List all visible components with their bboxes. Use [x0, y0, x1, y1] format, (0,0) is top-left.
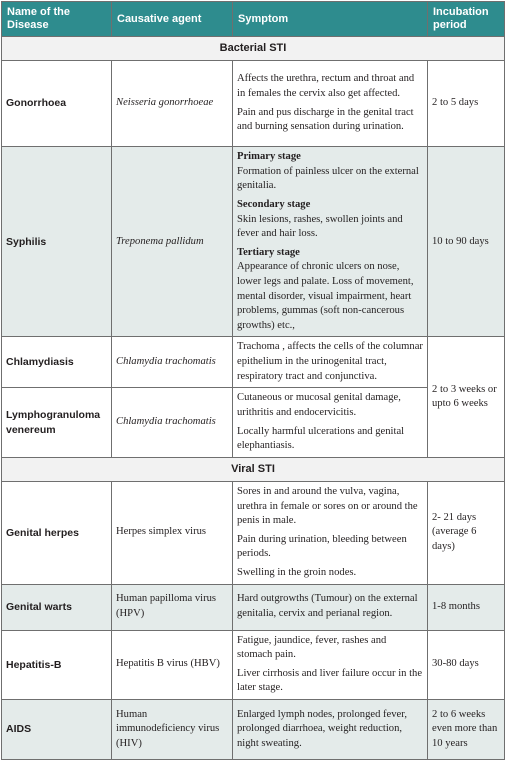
symptom-text: Pain during urination, bleeding between periods.: [237, 533, 407, 560]
disease-name: Gonorrhoea: [2, 61, 112, 147]
incubation-period: 2 to 3 weeks or upto 6 weeks: [428, 337, 505, 457]
symptom-cell: [233, 147, 428, 337]
table-row-hepatitis-b: [2, 630, 505, 699]
causative-agent: Chlamydia trachomatis: [112, 388, 233, 457]
incubation-period: 10 to 90 days: [428, 147, 505, 337]
sti-table: [1, 1, 505, 760]
symptom-text: Fatigue, jaundice, fever, rashes and stomach pain.: [237, 634, 387, 661]
section-row-bacterial: [2, 37, 505, 61]
symptom-cell: [233, 388, 428, 457]
symptom-text: Locally harmful ulcerations and genital elephantiasis.: [237, 425, 405, 452]
disease-name: Syphilis: [2, 147, 112, 337]
symptom-text: Liver cirrhosis and liver failure occur in the later stage.: [237, 667, 423, 694]
symptom-stage-tertiary: [237, 246, 423, 334]
stage-title: Tertiary stage: [237, 246, 300, 258]
causative-agent: Treponema pallidum: [112, 147, 233, 337]
causative-agent: Human papilloma virus (HPV): [112, 584, 233, 630]
section-title-viral: Viral STI: [2, 457, 505, 481]
symptom-stage-primary: [237, 150, 423, 194]
disease-name: Genital herpes: [2, 481, 112, 584]
symptom-text: Swelling in the groin nodes.: [237, 566, 357, 578]
symptom-cell: [233, 61, 428, 147]
incubation-period: 30-80 days: [428, 630, 505, 699]
causative-agent: Herpes simplex virus: [112, 481, 233, 584]
symptom-cell: [233, 630, 428, 699]
disease-name: Hepatitis-B: [2, 630, 112, 699]
symptom-cell: Trachoma , affects the cells of the columnar epithelium in the urinogenital tract, respiratory tract and conjunctiva.: [233, 337, 428, 388]
stage-text: Skin lesions, rashes, swollen joints and fever and hair loss.: [237, 213, 403, 240]
header-symptom: Symptom: [233, 2, 428, 37]
stage-title: Primary stage: [237, 151, 301, 163]
section-title-bacterial: Bacterial STI: [2, 37, 505, 61]
causative-agent: Human immunodeficiency virus (HIV): [112, 700, 233, 760]
symptom-stage-secondary: [237, 198, 423, 242]
table-row-genital-warts: [2, 584, 505, 630]
disease-name: Lymphogranuloma venereum: [2, 388, 112, 457]
causative-agent: Chlamydia trachomatis: [112, 337, 233, 388]
section-row-viral: [2, 457, 505, 481]
incubation-period: 2- 21 days (average 6 days): [428, 481, 505, 584]
disease-name: AIDS: [2, 700, 112, 760]
incubation-period: 2 to 6 weeks even more than 10 years: [428, 700, 505, 760]
table-row-syphilis: [2, 147, 505, 337]
disease-name: Chlamydiasis: [2, 337, 112, 388]
stage-text: Appearance of chronic ulcers on nose, lower legs and palate. Loss of movement, mental disorder, visual impairment, heart problems, gummas (soft non-cancerous growths) etc.,: [237, 261, 414, 331]
symptom-text: Pain and pus discharge in the genital tract and burning sensation during urination.: [237, 106, 414, 133]
table-row-gonorrhoea: [2, 61, 505, 147]
header-row: [2, 2, 505, 37]
disease-name: Genital warts: [2, 584, 112, 630]
stage-text: Formation of painless ulcer on the external genitalia.: [237, 165, 419, 192]
symptom-cell: [233, 481, 428, 584]
table-row-chlamydiasis: [2, 337, 505, 388]
incubation-period: 2 to 5 days: [428, 61, 505, 147]
causative-agent: Neisseria gonorrhoeae: [112, 61, 233, 147]
incubation-period: 1-8 months: [428, 584, 505, 630]
causative-agent: Hepatitis B virus (HBV): [112, 630, 233, 699]
symptom-text: Cutaneous or mucosal genital damage, urithritis and endocervicitis.: [237, 392, 401, 418]
table-row-genital-herpes: [2, 481, 505, 584]
symptom-text: Sores in and around the vulva, vagina, urethra in female or sores on or around the penis in male.: [237, 485, 418, 527]
table-row-aids: [2, 700, 505, 760]
header-incubation: Incubation period: [428, 2, 505, 37]
symptom-text: Affects the urethra, rectum and throat and in females the cervix also get affected.: [237, 73, 415, 100]
symptom-cell: Hard outgrowths (Tumour) on the external genitalia, cervix and perianal region.: [233, 584, 428, 630]
header-disease: Name of the Disease: [2, 2, 112, 37]
symptom-cell: Enlarged lymph nodes, prolonged fever, prolonged diarrhoea, weight reduction, night sweating.: [233, 700, 428, 760]
header-agent: Causative agent: [112, 2, 233, 37]
stage-title: Secondary stage: [237, 199, 311, 210]
